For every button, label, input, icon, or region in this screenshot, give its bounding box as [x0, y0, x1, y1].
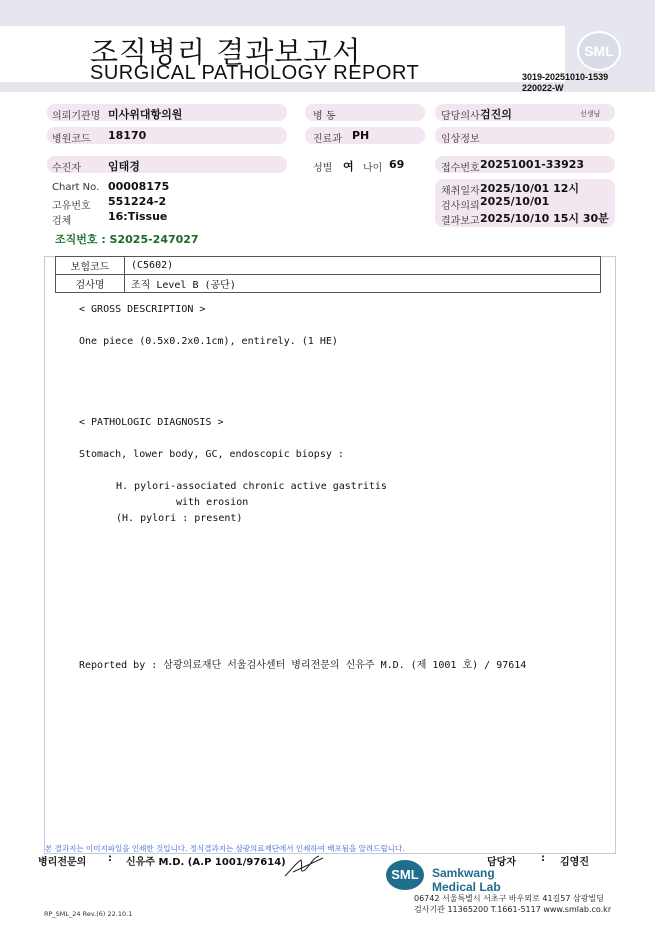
pathologic-diagnosis-heading: < PATHOLOGIC DIAGNOSIS >: [79, 417, 224, 428]
patient-value: 임태경: [108, 160, 140, 173]
gross-description-heading: < GROSS DESCRIPTION >: [79, 304, 206, 315]
specimen-value: 16:Tissue: [108, 210, 168, 223]
result-date-label: 결과보고: [441, 216, 480, 227]
chart-no-label: Chart No.: [52, 182, 100, 193]
sex-label: 성별: [313, 163, 333, 174]
reported-by: Reported by : 삼광의료재단 서울검사센터 병리전문의 신유주 M.D. (제 1001 호) / 97614: [79, 660, 527, 671]
staff-colon: :: [541, 853, 545, 864]
table-row: [56, 257, 601, 275]
gross-description-text: One piece (0.5x0.2x0.1cm), entirely. (1 HE): [79, 336, 338, 347]
ward-label: 병 동: [313, 111, 336, 122]
institution-value: 미사위대항의원: [108, 108, 183, 121]
lab-contact: 검사기관 11365200 T.1661-5117 www.smlab.co.kr: [414, 905, 612, 914]
diagnosis-line-1: H. pylori-associated chronic active gastritis: [116, 481, 387, 492]
sex-value: 여: [343, 160, 354, 173]
tissue-number: 조직번호 : S2025-247027: [55, 233, 199, 246]
signature-image: [283, 852, 325, 880]
pathologist-name: 신유주 M.D. (A.P 1001/97614): [126, 857, 286, 868]
report-title-korean: 조직병리 결과보고서: [90, 35, 362, 69]
result-date-value: 2025/10/10 15시 30분: [480, 212, 609, 225]
form-code: RP_SML_24 Rev.(6) 22.10.1: [44, 910, 133, 918]
print-notice: 본 결과지는 이미지파일을 인쇄한 것입니다. 정식결과지는 삼광의료재단에서 인쇄하여 배포됨을 알려드립니다.: [45, 844, 405, 853]
lab-address: 06742 서울특별시 서초구 바우뫼로 41길57 삼광빌딩: [414, 894, 604, 903]
collect-date-label: 채취일자: [441, 186, 480, 197]
receipt-value: 20251001-33923: [480, 158, 585, 171]
insurance-table: [55, 256, 601, 293]
diagnosis-line-2: with erosion: [176, 497, 249, 508]
sml-logo: SML: [577, 31, 621, 71]
document-number-suffix: 220022-W: [522, 83, 564, 93]
id-number-label: 고유번호: [52, 201, 91, 212]
staff-label: 담당자: [487, 857, 516, 868]
doctor-suffix: 선생님: [580, 110, 601, 118]
staff-name: 김영진: [560, 857, 589, 868]
diagnosis-line-3: (H. pylori : present): [116, 513, 243, 524]
pathologist-label: 병리전문의: [38, 857, 87, 868]
test-name-value: 조직 Level B (공단): [125, 275, 601, 293]
lab-name-line1: Samkwang: [432, 866, 495, 880]
document-number: 3019-20251010-1539: [522, 72, 609, 82]
clinical-info-label: 임상정보: [441, 134, 480, 145]
insurance-code-label: 보험코드: [56, 257, 125, 275]
age-label: 나이: [363, 163, 383, 174]
collect-date-value: 2025/10/01 12시: [480, 182, 580, 195]
table-row: [56, 275, 601, 293]
doctor-value: 검진의: [480, 108, 512, 121]
patient-row: [47, 156, 287, 173]
receipt-label: 접수번호: [441, 163, 480, 174]
patient-label: 수진자: [52, 163, 81, 174]
specimen-label: 검체: [52, 216, 72, 227]
chart-no-value: 00008175: [108, 180, 170, 193]
dept-label: 진료과: [313, 134, 342, 145]
lab-name-line2: Medical Lab: [432, 880, 501, 894]
age-value: 69: [389, 158, 405, 171]
id-number-value: 551224-2: [108, 195, 167, 208]
hospital-code-label: 병원코드: [52, 134, 91, 145]
doctor-label: 담당의사: [441, 111, 480, 122]
report-title-english: SURGICAL PATHOLOGY REPORT: [90, 62, 420, 84]
insurance-code-value: (C5602): [125, 257, 601, 275]
request-date-value: 2025/10/01: [480, 195, 550, 208]
diagnosis-site: Stomach, lower body, GC, endoscopic biopsy :: [79, 449, 344, 460]
pathologist-colon: :: [108, 853, 112, 864]
hospital-code-value: 18170: [108, 129, 147, 142]
test-name-label: 검사명: [56, 275, 125, 293]
request-date-label: 검사의뢰: [441, 201, 480, 212]
lab-logo-mark: SML: [386, 860, 424, 890]
dept-value: PH: [352, 129, 370, 142]
institution-label: 의뢰기관명: [52, 111, 101, 122]
